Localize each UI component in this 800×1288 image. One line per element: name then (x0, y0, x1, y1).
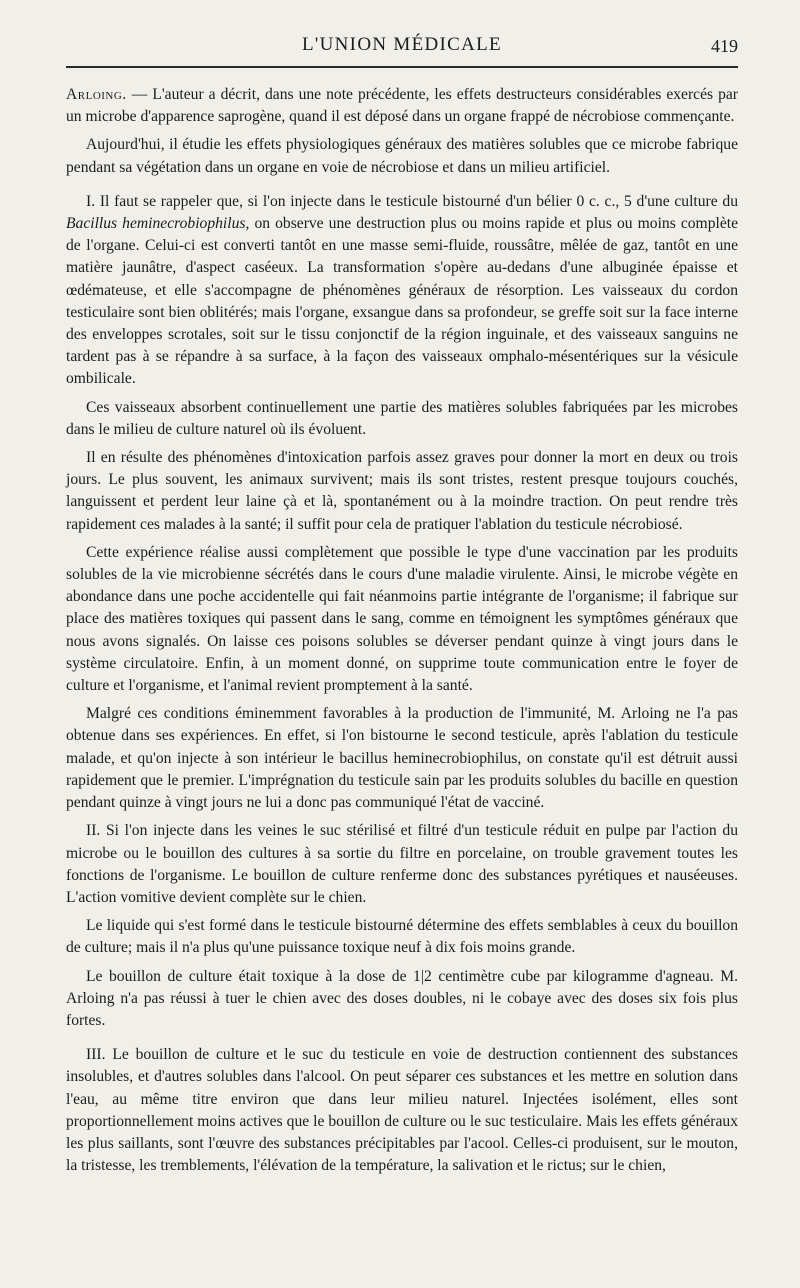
paragraph-dose: Le bouillon de culture était toxique à la dose de 1|2 centimètre cube par kilogramme d'agneau. M. Arloing n'a pas réussi à tuer le chien avec des doses doubles, ni le cobaye avec des doses six fois plus fortes. (66, 967, 738, 1029)
paragraph-intoxication: Il en résulte des phénomènes d'intoxication parfois assez graves pour donner la mort en deux ou trois jours. Le plus souvent, les animaux survivent; mais ils sont tristes, restent presque toujours couchés, languissent et perdent leur laine çà et là, spontanément ou à la moindre traction. On peut rendre très rapidement ces malades à la santé; il suffit pour cela de pratiquer l'ablation du testicule nécrobiosé. (66, 449, 738, 533)
paragraph-immunite: Malgré ces conditions éminemment favorables à la production de l'immunité, M. Arloing ne l'a pas obtenue dans ses expériences. En effet, si l'on bistourne le second testicule, après l'ablation du testicule malade, et qu'on injecte à son intérieur le bacillus heminecrobiophilus, on constate qu'il est détruit aussi rapidement que le premier. L'imprégnation du testicule sain par les produits solubles du bacille en question pendant quinze à vingt jours ne lui a donc pas communiqué l'état de vacciné. (66, 705, 738, 812)
species-name: Bacillus heminecrobiophilus (66, 215, 246, 233)
article-body (66, 84, 738, 1183)
paragraph-arloing-intro: Arloing. — L'auteur a décrit, dans une note précédente, les effets destructeurs considérables exercés par un microbe d'apparence saprogène, quand il est déposé dans un organe frappé de nécrobiose commençante. (66, 86, 738, 126)
journal-title: L'UNION MÉDICALE (302, 34, 502, 55)
paragraph-section-1: I. Il faut se rappeler que, si l'on injecte dans le testicule bistourné d'un bélier 0 c. c., 5 d'une culture du Bacillus heminecrobiophilus, on observe une destruction plus ou moins rapide et plus ou moins complète de l'organe. Celui-ci est converti tantôt en une masse semi-fluide, roussâtre, mêlée de gaz, tantôt en une matière jaunâtre, d'aspect caséeux. La transformation s'opère au-dedans d'une albuginée épaisse et œdémateuse, et elle s'accompagne de phénomènes généraux de résorption. Les vaisseaux du cordon testiculaire sont bien oblitérés; mais l'organe, exsangue dans sa profondeur, se greffe soit sur la face interne des enveloppes scrotales, soit sur le tissu conjonctif de la région inguinale, et des vaisseaux sanguins ne tardent pas à se répandre à sa surface, à la façon des vaisseaux omphalo-mésentériques sur la vésicule ombilicale. (66, 192, 738, 388)
page-number: 419 (711, 36, 738, 56)
paragraph-section-3: III. Le bouillon de culture et le suc du testicule en voie de destruction contiennent des substances insolubles, et d'autres solubles dans l'alcool. On peut séparer ces substances et les mettre en solution dans l'eau, au même titre environ que dans leur milieu naturel. Injectées isolément, elles sont proportionnellement moins actives que le bouillon de culture ou le suc testiculaire. Mais les effets généraux les plus saillants, sont l'œuvre des substances précipitables par l'acool. Celles-ci produisent, sur le mouton, la tristesse, les tremblements, l'élévation de la température, la salivation et le rictus; sur le chien, (66, 1046, 738, 1175)
paragraph-section-2: II. Si l'on injecte dans les veines le suc stérilisé et filtré d'un testicule réduit en pulpe par l'action du microbe ou le bouillon des cultures à sa sortie du filtre en porcelaine, on trouble gravement toutes les fonctions de l'organisme. Le bouillon de culture renferme donc des substances pyrétiques et nauséeuses. L'action vomitive devient complète sur le chien. (66, 822, 738, 906)
paragraph-aujourdhui: Aujourd'hui, il étudie les effets physiologiques généraux des matières solubles que ce microbe fabrique pendant sa végétation dans un organe en voie de nécrobiose et dans un milieu artificiel. (66, 136, 738, 176)
paragraph-liquide: Le liquide qui s'est formé dans le testicule bistourné détermine des effets semblables à ceux du bouillon de culture; mais il n'a plus qu'une puissance toxique neuf à dix fois moins grande. (66, 917, 738, 957)
running-header (66, 34, 738, 64)
header-rule (66, 66, 738, 68)
author-name: Arloing. (66, 86, 127, 103)
paragraph-vaccination: Cette expérience réalise aussi complètement que possible le type d'une vaccination par les produits solubles de la vie microbienne sécrétés dans le cours d'une maladie virulente. Ainsi, le microbe végète en abondance dans une poche accidentelle qui fait néanmoins partie intégrante de l'organisme; il fabrique sur place des matières toxiques qui passent dans le sang, comme en témoignent les symptômes généraux que nous avons signalés. On laisse ces poisons solubles se déverser pendant quinze à vingt jours dans le système circulatoire. Enfin, à un moment donné, on supprime toute communication entre le foyer de culture et l'organisme, et l'animal revient promptement à la santé. (66, 543, 738, 695)
paragraph-vaisseaux: Ces vaisseaux absorbent continuellement une partie des matières solubles fabriquées par les microbes dans le milieu de culture naturel où ils évoluent. (66, 398, 738, 438)
